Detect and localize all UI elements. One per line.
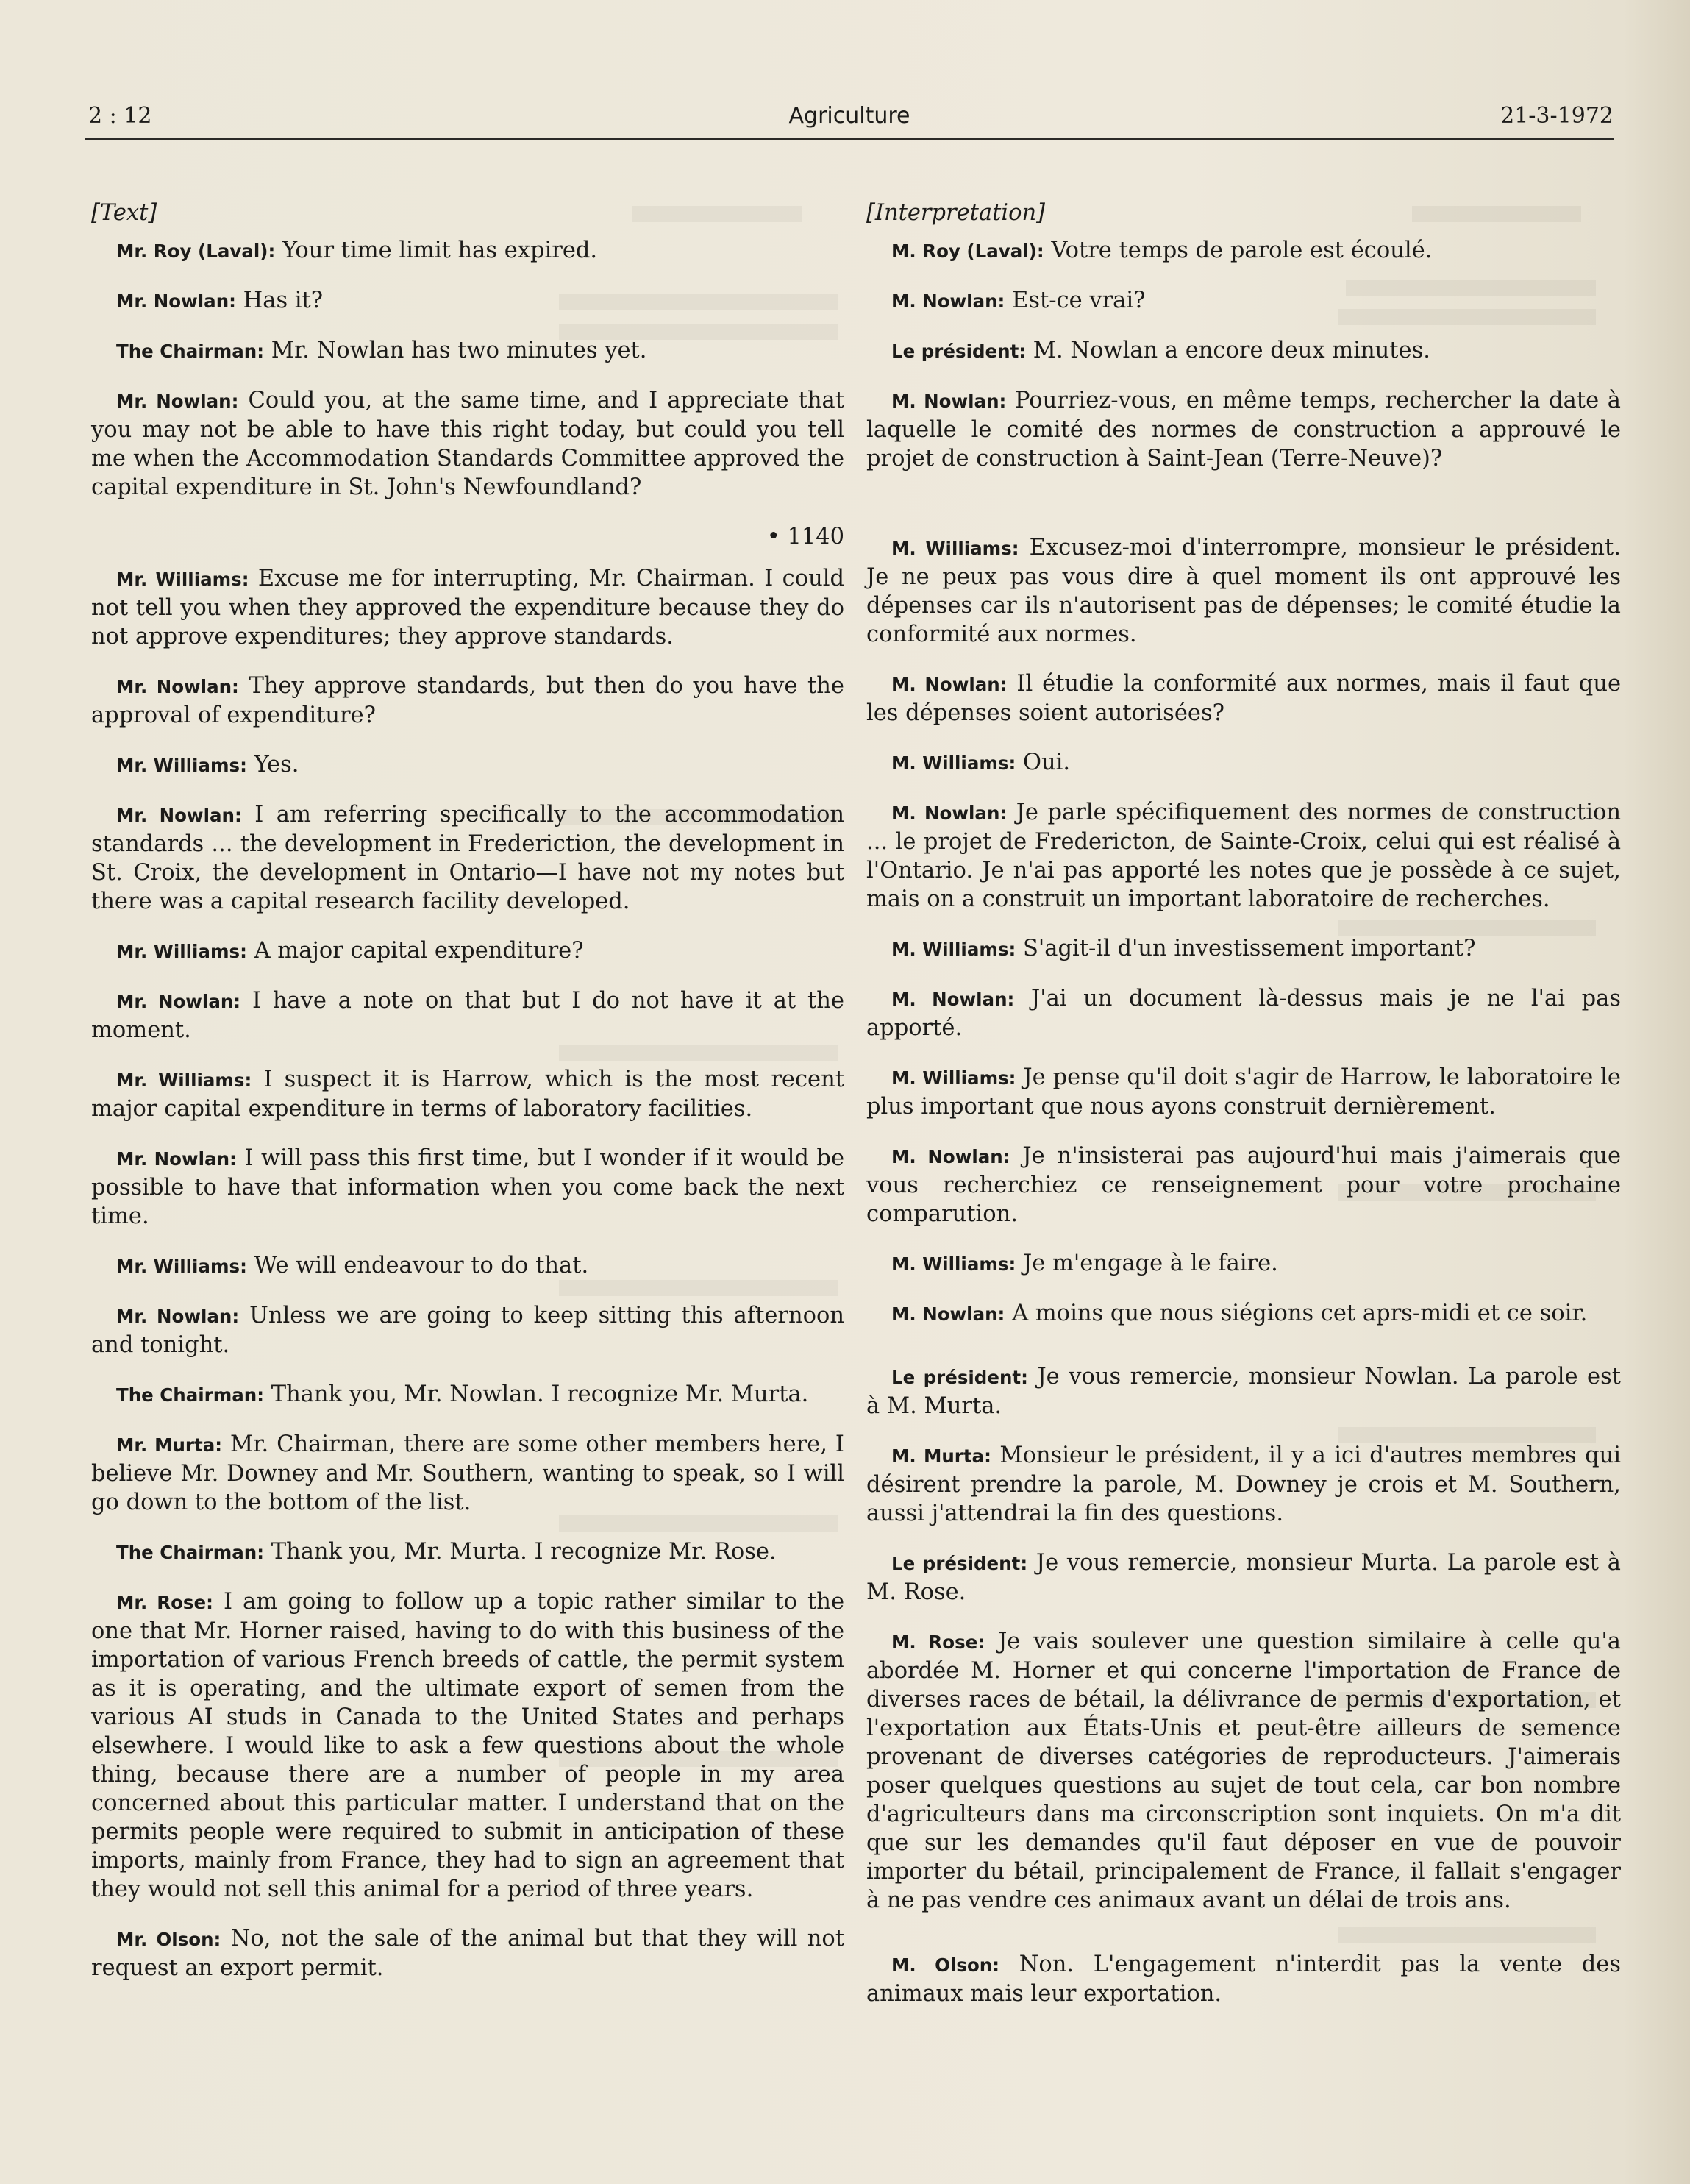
speaker-name: M. Williams: bbox=[891, 939, 1016, 960]
paragraph bbox=[866, 236, 1621, 266]
speaker-name: M. Nowlan: bbox=[891, 291, 1005, 312]
french-column bbox=[866, 199, 1621, 2029]
speech-text: We will endeavour to do that. bbox=[254, 1253, 589, 1278]
english-column bbox=[91, 199, 844, 2003]
speaker-name: Mr. Williams: bbox=[116, 1256, 247, 1277]
paragraph bbox=[866, 1063, 1621, 1121]
speaker-name: The Chairman: bbox=[116, 341, 265, 362]
paragraph bbox=[91, 1587, 844, 1904]
time-marker: • 1140 bbox=[766, 524, 844, 549]
speech-text: Yes. bbox=[254, 752, 299, 778]
speaker-name: M. Williams: bbox=[891, 538, 1019, 559]
speech-text: Your time limit has expired. bbox=[282, 238, 598, 263]
speech-text: They approve standards, but then do you have the approval of expenditure? bbox=[91, 673, 844, 728]
speech-text: Mr. Chairman, there are some other members here, I believe Mr. Downey and Mr. Southern, wanting to speak, so I will go down to the bottom of the list. bbox=[91, 1431, 844, 1515]
speech-text: Je vais soulever une question similaire à celle qu'a abordée M. Horner et qui concerne l'importation de France de diverses races de bétail, la délivrance de permis d'exportation, et l'exportation aux États-Unis et peut-être ailleurs de semence provenant de diverses catégories de reproducteurs. J'aimerais poser quelques questions au sujet de tout cela, car bon nombre d'agriculteurs dans ma circonscription sont inquiets. On m'a dit que sur les demandes qu'il faut déposer en vue de pouvoir importer du bétail, principalement de France, il fallait s'engager à ne pas vendre ces animaux avant un délai de trois ans. bbox=[866, 1629, 1621, 1913]
speaker-name: M. Nowlan: bbox=[891, 1146, 1010, 1167]
speaker-name: M. Nowlan: bbox=[891, 989, 1015, 1010]
speaker-name: M. Olson: bbox=[891, 1954, 1000, 1976]
speaker-name: M. Williams: bbox=[891, 1253, 1016, 1275]
paragraph bbox=[866, 934, 1621, 964]
paragraph bbox=[866, 1249, 1621, 1278]
speaker-name: The Chairman: bbox=[116, 1542, 265, 1563]
speaker-name: Mr. Nowlan: bbox=[116, 805, 242, 826]
speaker-name: Mr. Nowlan: bbox=[116, 391, 239, 412]
paragraph bbox=[91, 1065, 844, 1123]
speech-text: I am going to follow up a topic rather similar to the one that Mr. Horner raised, having to do with this business of the importation of various French breeds of cattle, the permit system as it is operating, and the ultimate export of semen from the various AI studs in Canada to the United States and perhaps elsewhere. I would like to ask a few questions about the whole thing, because there are a number of people in my area concerned about this particular matter. I understand that on the permits people were required to submit in anticipation of these imports, mainly from France, they had to sign an agreement that they would not sell this animal for a period of three years. bbox=[91, 1589, 844, 1902]
speech-text: Je vous remercie, monsieur Nowlan. La parole est à M. Murta. bbox=[866, 1364, 1621, 1419]
speaker-name: M. Nowlan: bbox=[891, 803, 1008, 824]
page-header bbox=[85, 103, 1614, 140]
column-label: [Text] bbox=[91, 200, 157, 226]
paragraph bbox=[91, 672, 844, 730]
speaker-name: Mr. Murta: bbox=[116, 1434, 223, 1456]
speaker-name: Mr. Nowlan: bbox=[116, 676, 239, 697]
paragraph bbox=[91, 1301, 844, 1359]
paragraph bbox=[91, 236, 844, 266]
paragraph bbox=[866, 748, 1621, 778]
speech-text: S'agit-il d'un investissement important? bbox=[1022, 936, 1476, 961]
speech-text: I will pass this first time, but I wonder if it would be possible to have that information when you come back the next time. bbox=[91, 1145, 844, 1229]
speech-text: Il étudie la conformité aux normes, mais il faut que les dépenses soient autorisées? bbox=[866, 671, 1622, 726]
speaker-name: Mr. Williams: bbox=[116, 755, 247, 776]
paragraph bbox=[91, 336, 844, 366]
spacer bbox=[866, 1935, 1621, 1950]
speaker-name: M. Williams: bbox=[891, 753, 1016, 774]
speech-text: Non. L'engagement n'interdit pas la vente des animaux mais leur exportation. bbox=[866, 1952, 1621, 2007]
speech-text: Je pense qu'il doit s'agir de Harrow, le laboratoire le plus important que nous ayons construit dernièrement. bbox=[866, 1064, 1621, 1120]
paragraph bbox=[866, 533, 1621, 649]
speech-text: Monsieur le président, il y a ici d'autres membres qui désirent prendre la parole, M. Downey je crois et M. Southern, aussi j'attendrai la fin des questions. bbox=[866, 1443, 1622, 1526]
spacer bbox=[866, 494, 1621, 533]
speech-text: I have a note on that but I do not have it at the moment. bbox=[91, 988, 844, 1043]
paragraph bbox=[866, 669, 1621, 728]
paragraph bbox=[91, 1380, 844, 1409]
speaker-name: M. Nowlan: bbox=[891, 1303, 1005, 1325]
speaker-name: M. Roy (Laval): bbox=[891, 241, 1044, 262]
speaker-name: Mr. Nowlan: bbox=[116, 991, 241, 1012]
paragraph bbox=[866, 984, 1621, 1042]
speech-text: No, not the sale of the animal but that they will not request an export permit. bbox=[91, 1926, 844, 1981]
speech-text: Je n'insisterai pas aujourd'hui mais j'aimerais que vous recherchiez ce renseignement pour votre prochaine comparution. bbox=[866, 1143, 1622, 1227]
speech-text: I suspect it is Harrow, which is the most recent major capital expenditure in terms of laboratory facilities. bbox=[91, 1067, 844, 1122]
speaker-name: Mr. Nowlan: bbox=[116, 291, 236, 312]
speaker-name: M. Nowlan: bbox=[891, 674, 1008, 695]
column-label: [Interpretation] bbox=[866, 200, 1045, 226]
speaker-name: Mr. Williams: bbox=[116, 941, 247, 962]
speech-text: Votre temps de parole est écoulé. bbox=[1051, 238, 1433, 263]
speech-text: Thank you, Mr. Murta. I recognize Mr. Rose. bbox=[271, 1539, 777, 1565]
speech-text: Mr. Nowlan has two minutes yet. bbox=[271, 338, 647, 363]
speaker-name: Mr. Rose: bbox=[116, 1592, 213, 1613]
speech-text: Excusez-moi d'interrompre, monsieur le président. Je ne peux pas vous dire à quel moment ils ont approuvé les dépenses car ils n'autorisent pas de dépenses; le comité étudie la conformité aux normes. bbox=[866, 535, 1621, 647]
speech-text: Could you, at the same time, and I appreciate that you may not be able to have this right today, but could you tell me when the Accommodation Standards Committee approved the capital expenditure in St. John's Newfoundland? bbox=[91, 388, 844, 500]
paragraph bbox=[91, 1430, 844, 1517]
speech-text: Thank you, Mr. Nowlan. I recognize Mr. Murta. bbox=[271, 1381, 809, 1407]
paragraph bbox=[866, 798, 1621, 914]
paragraph bbox=[91, 1924, 844, 1982]
speaker-name: M. Williams: bbox=[891, 1067, 1016, 1089]
speaker-name: Le président: bbox=[891, 1367, 1028, 1388]
speech-text: Has it? bbox=[243, 288, 324, 313]
paragraph bbox=[91, 286, 844, 316]
speech-text: A major capital expenditure? bbox=[254, 938, 584, 964]
paragraph bbox=[91, 800, 844, 916]
paragraph bbox=[91, 1537, 844, 1567]
page-title: Agriculture bbox=[788, 103, 910, 129]
speech-text: Est-ce vrai? bbox=[1012, 288, 1146, 313]
speaker-name: Mr. Olson: bbox=[116, 1929, 221, 1950]
speaker-name: Mr. Williams: bbox=[116, 569, 249, 590]
paragraph bbox=[866, 1950, 1621, 2008]
page-number: 2 : 12 bbox=[88, 103, 152, 129]
speech-text: M. Nowlan a encore deux minutes. bbox=[1033, 338, 1430, 363]
paragraph bbox=[91, 1144, 844, 1231]
speech-text: Je vous remercie, monsieur Murta. La parole est à M. Rose. bbox=[866, 1550, 1621, 1605]
paragraph bbox=[91, 986, 844, 1045]
speaker-name: M. Rose: bbox=[891, 1632, 985, 1653]
speaker-name: Mr. Williams: bbox=[116, 1070, 252, 1091]
paragraph bbox=[91, 936, 844, 966]
speech-text: I am referring specifically to the accommodation standards ... the development in Frederiction, the development in St. Croix, the development in Ontario—I have not my notes but there was a capital research facility developed. bbox=[91, 802, 845, 914]
speaker-name: M. Nowlan: bbox=[891, 391, 1007, 412]
speech-text: Unless we are going to keep sitting this afternoon and tonight. bbox=[91, 1303, 845, 1358]
paragraph bbox=[866, 1299, 1621, 1328]
speech-text: Je parle spécifiquement des normes de construction ... le projet de Fredericton, de Sainte-Croix, celui qui est réalisé à l'Ontario. Je n'ai pas apporté les notes que je possède à ce sujet, mais on a construit un important laboratoire de recherches. bbox=[866, 800, 1621, 912]
speech-text: A moins que nous siégions cet aprs-midi et ce soir. bbox=[1012, 1301, 1588, 1326]
speaker-name: Mr. Nowlan: bbox=[116, 1148, 237, 1170]
speech-text: Pourriez-vous, en même temps, rechercher la date à laquelle le comité des normes de construction a approuvé le projet de construction à Saint-Jean (Terre-Neuve)? bbox=[866, 388, 1621, 472]
paragraph bbox=[866, 1441, 1621, 1528]
speaker-name: Le président: bbox=[891, 341, 1027, 362]
paragraph bbox=[866, 386, 1621, 473]
speech-text: Excuse me for interrupting, Mr. Chairman. I could not tell you when they approved the expenditure because they do not approve expenditures; they approve standards. bbox=[91, 566, 844, 650]
speaker-name: Mr. Roy (Laval): bbox=[116, 241, 276, 262]
paragraph bbox=[866, 336, 1621, 366]
paragraph bbox=[866, 1548, 1621, 1607]
speech-text: Oui. bbox=[1022, 750, 1071, 775]
paragraph bbox=[866, 1627, 1621, 1915]
speaker-name: Mr. Nowlan: bbox=[116, 1306, 240, 1327]
speech-text: Je m'engage à le faire. bbox=[1022, 1251, 1278, 1276]
paragraph bbox=[91, 564, 844, 651]
paragraph bbox=[866, 1142, 1621, 1228]
paragraph bbox=[91, 386, 844, 502]
page-date: 21-3-1972 bbox=[1500, 103, 1614, 129]
spacer bbox=[866, 1349, 1621, 1362]
speech-text: J'ai un document là-dessus mais je ne l'ai pas apporté. bbox=[866, 986, 1622, 1041]
speaker-name: M. Murta: bbox=[891, 1445, 991, 1467]
speaker-name: The Chairman: bbox=[116, 1384, 265, 1406]
speaker-name: Le président: bbox=[891, 1553, 1028, 1574]
paragraph bbox=[91, 750, 844, 780]
paragraph bbox=[866, 286, 1621, 316]
paragraph bbox=[91, 1251, 844, 1281]
paragraph bbox=[866, 1362, 1621, 1420]
